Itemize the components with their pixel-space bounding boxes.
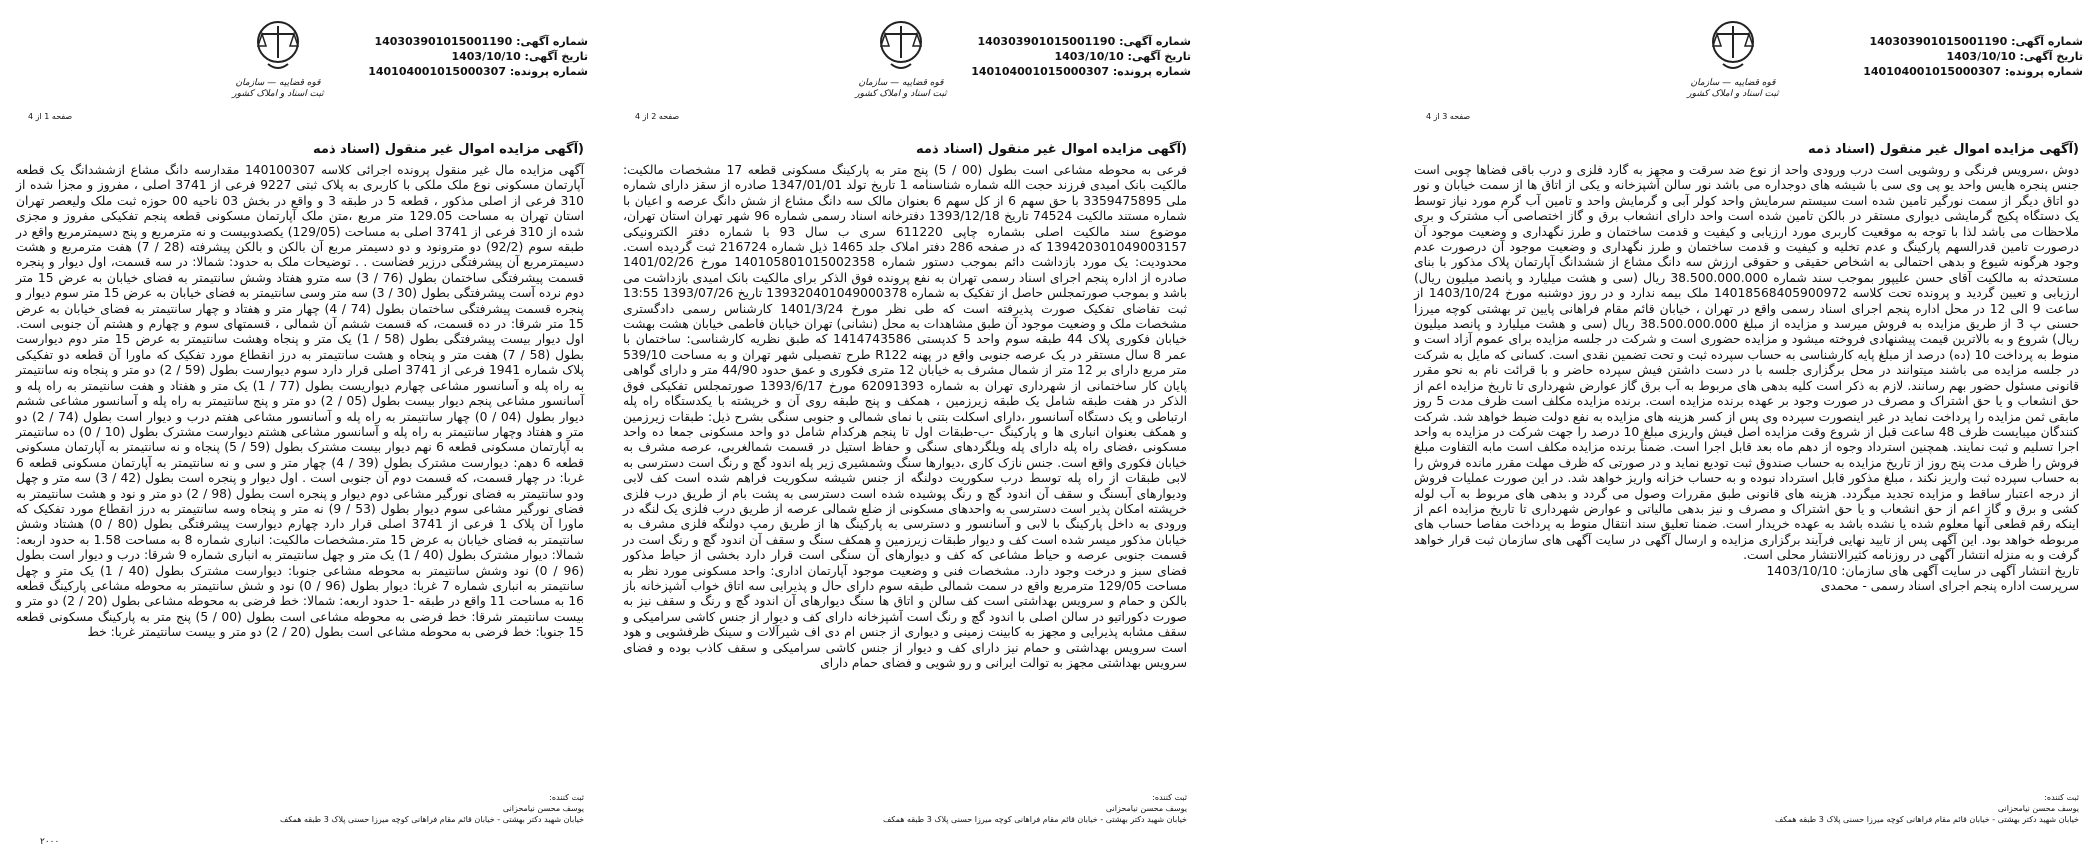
notice-body — [623, 163, 1187, 671]
organization-name: قوه قضاییه — سازمان ثبت اسناد و املاک کشور — [232, 78, 324, 99]
page-header — [619, 14, 1191, 124]
notice-meta — [971, 34, 1191, 79]
page-number: صفحه 3 از 4 — [1426, 112, 1471, 121]
signature-block — [883, 792, 1187, 825]
notice-meta — [368, 34, 588, 79]
notice-title: (آگهی مزایده اموال غیر منقول (اسناد ذمه — [1808, 142, 2079, 157]
notice-page-2 — [607, 0, 1203, 853]
file-number: شماره پرونده: 140104001015000307 — [368, 65, 588, 78]
registrar-label: ثبت کننده: — [1152, 793, 1187, 802]
page-header — [12, 14, 588, 124]
judiciary-emblem — [228, 18, 328, 100]
body-text: آگهی مزایده مال غیر منقول پرونده اجرائی کلاسه 140100307 مقدارسه دانگ مشاع ازششدانگ یک قطعه آپارتمان مسکونی نوع ملک ملکی با کاربری به پلاک ثبتی 9227 فرعی از 3741 اصلی ، مفروز و مجزا شده از 310 فرعی از اصلی مذکور ، قطعه 5 در طبقه 3 و واقع در بخش 03 ناحیه 00 حوزه ثبت ملک ولیعصر تهران استان تهران به مساحت 129.05 متر مربع ،متن ملک آپارتمان مسکونی قطعه پنجم تفکیکی مفروز و مجزی شده از 310 فرعی از 3741 اصلی به مساحت (129/05) یکصدوبیست و نه مترمربع و پنج دسیمترمربع واقع در طبقه سوم (92/2) دو مترونود و دو دسیمتر مربع آن بالکن و بالکن پیشرفته (28 / 7) هفت مترمربع و هشت دسیمترمربع آن پیشرفتگی درزیر فضاست . . توضیحات ملک به حدود: شمالا: در سه قسمت، اول دیوار و پنجره قسمت پیشرفتگی ساختمان بطول (76 / 3) سه مترو هفتاد وشش سانتیمتر به فضای خیابان به عرض 15 متر دوم نرده آست پیشرفتگی بطول (30 / 3) سه متر وسی سانتیمتر به فضای خیابان به عرض 15 متر سوم دیوار و پنجره قسمت پیشرفتگی ساختمان بطول (74 / 4) چهار متر و هفتاد و چهار سانتیمتر به فضای خیابان به عرض 15 متر شرقا: در ده قسمت، که قسمت ششم آن شمالی ، قسمتهای سوم و چهارم و هشتم آن جنوبی است. اول دیوار بیست پیشرفتگی بطول (58 / 1) یک متر و پنجاه وهشت سانتیمتر به عرض 15 متر دوم دیوارست بطول (58 / 7) هفت متر و پنجاه و هشت سانتیمتر به درز انقطاع مورد تفکیک که ماورا آن قطعه دو تفکیکی پلاک شماره 1941 فرعی از 3741 اصلی قرار دارد سوم دیوارست بطول (59 / 2) دو متر و پنجاه ونه سانتیمتر به راه پله و آسانسور مشاعی چهارم دیواریست بطول (77 / 1) یک متر و هفتاد و هفت سانتیمتر به راه پله و آسانسور مشاعی پنجم دیوار بیست بطول (05 / 2) دو متر و پنج سانتیمتر به راه پله و آسانسور مشاعی ششم دیوار بطول (04 / 0) چهار سانتیمتر به راه پله و آسانسور مشاعی هفتم درب و دیوار است بطول (74 / 2) دو متر و هفتاد وچهار سانتیمتر به راه پله و آسانسور مشاعی هشتم دیوارست مشترک بطول (10 / 0) ده سانتیمتر به آپارتمان مسکونی قطعه 6 نهم دیوار بیست مشترک بطول (59 / 5) پنجاه و نه سانتیمتر به آپارتمان مسکونی قطعه 6 دهم: دیوارست مشترک بطول (39 / 4) چهار متر و سی و نه سانتیمتر به آپارتمان مسکونی قطعه 6 غربا: در چهار قسمت، که قسمت دوم آن جنوبی است . اول دیوار و پنجره است بطول (42 / 3) سه متر و چهل ودو سانتیمتر به فضای نورگیر مشاعی دوم دیوار و پنجره است بطول (98 / 2) دو متر و نود و هشت سانتیمتر به فضای نورگیر مشاعی سوم دیوار بطول (53 / 9) نه متر و پنجاه وسه سانتیمتر به درز انقطاع مورد تفکیک که ماورا آن پلاک 1 فرعی از 3741 اصلی قرار دارد چهارم دیوارست پیشرفتگی بطول (80 / 0) هشتاد وشش سانتیمتر به فضای خیابان به عرض 15 متر.مشخصات مالکیت: انباری شماره 8 به مساحت 1.58 به حدود اربعه: شمالا: دیوار مشترک بطول (40 / 1) یک متر و چهل سانتیمتر به انباری شماره 9 شرقا: درب و دیوار است بطول (96 / 0) نود وشش سانتیمتر به محوطه مشاعی جنوبا: دیوارست مشترک بطول (40 / 1) یک متر و چهل سانتیمتر به انباری شماره 7 غربا: دیوار بطول (96 / 0) نود و شش سانتیمتر به محوطه مشاعی پارکینگ قطعه 16 به مساحت 11 واقع در طبقه -1 حدود اربعه: شمالا: خط فرضی به محوطه مشاعی بطول (20 / 2) دو متر و بیست سانتیمتر شرقا: خط فرضی به محوطه مشاعی است بطول (00 / 5) پنج متر به پارکینگ مسکونی قطعه 15 جنوبا: خط فرضی به محوطه مشاعی است بطول (20 / 2) دو متر و بیست سانتیمتر غربا: خط — [16, 163, 585, 640]
registrar-name: یوسف محسن نیامحزانی — [1997, 804, 2079, 813]
file-number: شماره پرونده: 140104001015000307 — [971, 65, 1191, 78]
page-number: صفحه 2 از 4 — [635, 112, 680, 121]
notice-page-1 — [0, 0, 600, 853]
signature-block — [1775, 792, 2079, 825]
notice-number: شماره آگهی: 140303901015001190 — [374, 35, 588, 48]
notice-body — [1414, 163, 2079, 594]
notice-date: تاریخ آگهی: 1403/10/10 — [1946, 50, 2083, 63]
notice-body — [16, 163, 584, 641]
notice-number: شماره آگهی: 140303901015001190 — [977, 35, 1191, 48]
body-text: فرعی به محوطه مشاعی است بطول (00 / 5) پنج متر به پارکینگ مسکونی قطعه 17 مشخصات مالکیت: مالکیت بانک امیدی فرزند حجت الله شماره شناسنامه 1 تاریخ تولد 1347/01/01 صادره از سقز دارای شماره ملی 3359475895 با حق سهم 6 از کل سهم 6 بعنوان مالک سه دانگ مشاع از شش دانگ عرصه و اعیان با شماره مستند مالکیت 74524 تاریخ 1393/12/18 دفترخانه اسناد رسمی شماره 96 شهر تهران استان تهران، موضوع سند مالکیت اصلی بشماره چاپی 611220 سری ب سال 93 با شماره دفتر الکترونیکی 139420301049003157 که در صفحه 286 دفتر املاک جلد 1465 ذیل شماره 216724 ثبت گردیده است. محدودیت: یک مورد بازداشت دائم بموجب دستور شماره 140105801015002358 مورخ 1401/02/26 صادره از اداره پنجم اجرای اسناد رسمی تهران به نفع پرونده فوق الذکر برای مالکیت بانک امیدی بازداشت می باشد و بموجب صورتمجلس حاصل از تفکیک به شماره 139320401049000378 تاریخ 1393/07/26 13:55 ثبت تفاضای تفکیک صورت پذیرفته است که طی نظر مورخ 1401/3/24 کارشناس رسمی دادگستری مشخصات ملک و وضعیت موجود آن طبق مشاهدات به محل (نشانی) تهران خیابان فاطمی خیابان هشت بهشت خیابان فکوری پلاک 44 طبقه سوم واحد 5 کدپستی 1414743586 که طبق نظریه کارشناسی: ساختمان با عمر 8 سال مستقر در یک عرصه جنوبی واقع در پهنه R122 طرح تفصیلی شهر تهران و به مساحت 539/10 متر مربع دارای بر 12 متر از شمال مشرف به خیابان 12 متری فکوری و عمق حدود 44/90 متر و دارای گواهی پایان کار ساختمانی از شهرداری تهران به شماره 62091393 مورخ 1393/6/17 صورتمجلس تفکیکی فوق الذکر در هفت طبقه شامل یک طبقه زیرزمین ، همکف و پنج طبقه روی آن و خرپشته با یکدستگاه راه پله ارتباطی و یک دستگاه آسانسور ،دارای اسکلت بتنی با نمای شمالی و جنوبی سنگی بشرح ذیل: طبقات زیرزمین و همکف بعنوان انباری ها و پارکینگ -ب-طبقات اول تا پنجم هرکدام شامل دو واحد مسکونی جمعا ده واحد مسکونی ،فضای راه پله دارای پله ویلگردهای سنگی و حفاظ استیل در قسمت شمالغربی، عرصه مشرف به خیابان فکوری واقع است. جنس نازک کاری ،دیوارها سنگ وشمشیری زیر پله اندود گچ و رنگ است دسترسی به لابی طبقات از راه پله توسط درب سکوریت دولنگه از جنس شیشه سکوریت فراهم شده است کف لابی ودیوارهای آبسنگ و سقف آن اندود گچ و رنگ پوشیده شده است دسترسی به پشت بام از طریق درب فلزی خرپشته امکان پذیر است دسترسی به واحدهای مسکونی از ضلع شمالی عرصه از طریق درب فلزی یک لنگه در ورودی به داخل پارکینگ با لابی و آسانسور و دسترسی به پارکینگ ها از طریق رمپ دولنگه فلزی مشرف به خیابان مذکور میسر شده است کف و دیوار طبقات زیرزمین و همکف سنگ و سقف آن اندود گچ و رنگ است در قسمت جنوبی عرصه و حیاط مشاعی که کف و دیوارهای آن سنگی است قرار دارد بخشی از حیاط مذکور فضای سبز و درخت وجود دارد. مشخصات فنی و وضعیت موجود آپارتمان اداری: واحد مسکونی مورد نظر به مساحت 129/05 مترمربع واقع در سمت شمالی طبقه سوم دارای حال و پذیرایی سه اتاق خواب آشپزخانه باز بالکن و حمام و سرویس بهداشتی است کف سالن و اتاق ها سنگ دیوارهای آن اندود گچ و رنگ و سقف نیز به صورت دکوراتیو در سالن اصلی با اندود گچ و رنگ است آشپزخانه دارای کف و دیوار از جنس کاشی سرامیکی و سقف مشابه پذیرایی و مجهز به کابینت زمینی و دیواری از جنس ام دی اف شیرآلات و سینک ظرفشویی و هود است سرویس بهداشتی و حمام نیز دارای کف و دیوار از جنس کاشی سرامیکی و سقف کاذب بوده و فضای سرویس بهداشتی مجهز به توالت ایرانی و رو شویی و فضای حمام دارای — [623, 163, 1188, 670]
notice-meta — [1863, 34, 2083, 79]
scales-emblem-icon — [1703, 18, 1763, 76]
page-number: صفحه 1 از 4 — [28, 112, 73, 121]
notice-date: تاریخ آگهی: 1403/10/10 — [1054, 50, 1191, 63]
notice-page-3 — [1398, 0, 2095, 853]
file-number: شماره پرونده: 140104001015000307 — [1863, 65, 2083, 78]
page-footer-mark: ۲۰۰۰ — [40, 837, 60, 847]
supervisor-line: سرپرست اداره پنجم اجرای اسناد رسمی - محمدی — [1820, 578, 2079, 593]
page-header — [1410, 14, 2083, 124]
registrar-label: ثبت کننده: — [549, 793, 584, 802]
notice-title: (آگهی مزایده اموال غیر منقول (اسناد ذمه — [313, 142, 584, 157]
judiciary-emblem — [1683, 18, 1783, 100]
body-text: دوش ،سرویس فرنگی و روشویی است درب ورودی واحد از نوع ضد سرقت و مجهز به گارد فلزی و درب باقی فضاها چوبی است جنس پنجره هایس واحد یو پی وی سی با شیشه های دوجداره می باشد نور سالن آشپزخانه و یکی از اتاق ها از سمت خیابان و نور دو اتاق دیگر از سمت نورگیر تامین شده است سیستم سرمایش واحد کولر آبی و گرمایش واحد و تامین آب گرم مورد نیاز توسط یک دستگاه پکیج گرمایشی دیواری مستقر در بالکن تامین شده است واحد دارای انشعاب برق و گاز اختصاصی آب مشترک و بری ملاحظات می باشد لذا با توجه به موقعیت کاربری مورد ارزیابی و کیفیت و قدمت ساختمان و طرز نگهداری و وضعیت موجود آن درصورت تامین قدرالسهم پارکینگ و عدم تخلیه و کیفیت و قدمت ساختمان و طرز نگهداری و وضعیت موجود آن درصورت عدم وجود هرگونه شیوع و بدهی احتمالی به اشخاص حقیقی و حقوقی ارزش سه دانگ مشاع از ششدانگ آپارتمان پلاک مذکور با بنای مستحدثه به مالکیت آقای حسن علیپور بموجب سند شماره 38.500.000.000 ریال (سی و هشت میلیارد و پانصد میلیون ریال) ارزیابی و تعیین گردید و پرونده تحت کلاسه 14018568405900972 ملک بیمه ندارد و در روز دوشنبه مورخ 1403/10/24 از ساعت 9 الی 12 در محل اداره پنجم اجرای اسناد رسمی واقع در تهران ، خیابان قائم مقام فراهانی پایین تر بهشتی کوچه میرزا حسنی پ 3 از طریق مزایده به فروش میرسد و مزایده از مبلغ 38.500.000.000 ریال (سی و هشت میلیارد و پانصد میلیون ریال) شروع و به بالاترین قیمت پیشنهادی فروخته میشود و مزایده حضوری است و شرکت در جلسه مزایده برای عموم آزاد است و منوط به پرداخت 10 (ده) درصد از مبلغ پایه کارشناسی به حساب سپرده ثبت و تحت تضمین نقدی است. کسانی که مایل به شرکت در جلسه مزایده می باشند میتوانند در محل برگزاری جلسه با در دست داشتن فیش سپرده حاضر و با قرائت نام به نحو مقرر قانونی مسئول حضور بهم رسانند. لازم به ذکر است کلیه بدهی های مربوط به آب برق گاز عوارض شهرداری تا تاریخ مزایده اعم از حق انشعاب و یا حق اشتراک و مصرف در صورت وجود بر عهده برنده مزایده است. برنده مزایده مکلف است ظرف مدت 5 روز مابقی ثمن مزایده را پرداخت نماید در غیر اینصورت سپرده وی پس از کسر هزینه های مزایده به نفع دولت ضبط خواهد شد. شرکت کنندگان میبایست ظرف 48 ساعت قبل از شروع وقت مزایده اصل فیش واریزی مبلغ 10 درصد را جهت شرکت در مزایده به واحد اجرا تسلیم و ثبت نمایند. همچنین استرداد وجوه از دهم ماه بعد قابل اجرا است. ضمناً برنده مزایده مکلف است مابه التفاوت مبلغ فروش را ظرف مدت پنج روز از تاریخ مزایده به حساب صندوق ثبت تودیع نماید و در صورتی که ظرف مهلت مقرر مانده فروش را به حساب سپرده ثبت واریز نکند ، مبلغ مذکور قابل استرداد نبوده و به حساب خزانه واریز خواهد شد. در این صورت عملیات فروش از درجه اعتبار ساقط و مزایده تجدید میگردد. هزینه های قانونی طبق مقررات وصول می گردد و بدهی های مربوط به آب لوله کشی و برق و گاز اعم از حق انشعاب و یا حق اشتراک و مصرف و نیز بدهی مالیاتی و عوارض شهرداری تا تاریخ مزایده اعم از اینکه رقم قطعی آنها معلوم شده یا نشده باشد به عهده خریدار است. ضمنا تعلیق سند انتقال منوط به پرداخت مفاصا حساب های مربوطه خواهد بود. این آگهی پس از تایید نهایی فرآیند برگزاری مزایده و ارسال آگهی در سایت آگهی های سازمان ثبت قرار خواهد گرفت و به منزله انتشار آگهی در روزنامه کثیرالانتشار محلی است. — [1414, 163, 2079, 563]
notice-number: شماره آگهی: 140303901015001190 — [1869, 35, 2083, 48]
notice-title: (آگهی مزایده اموال غیر منقول (اسناد ذمه — [916, 142, 1187, 157]
scales-emblem-icon — [248, 18, 308, 76]
scales-emblem-icon — [871, 18, 931, 76]
publish-date-line: تاریخ انتشار آگهی در سایت آگهی های سازمان: 1403/10/10 — [1766, 563, 2079, 578]
registrar-label: ثبت کننده: — [2044, 793, 2079, 802]
organization-name: قوه قضاییه — سازمان ثبت اسناد و املاک کشور — [855, 78, 947, 99]
signature-block — [280, 792, 584, 825]
organization-name: قوه قضاییه — سازمان ثبت اسناد و املاک کشور — [1687, 78, 1779, 99]
office-address: خیابان شهید دکتر بهشتی - خیابان قائم مقام فراهانی کوچه میرزا حسنی پلاک 3 طبقه همکف — [1774, 815, 2079, 824]
notice-date: تاریخ آگهی: 1403/10/10 — [451, 50, 588, 63]
office-address: خیابان شهید دکتر بهشتی - خیابان قائم مقام فراهانی کوچه میرزا حسنی پلاک 3 طبقه همکف — [279, 815, 584, 824]
registrar-name: یوسف محسن نیامحزانی — [502, 804, 584, 813]
registrar-name: یوسف محسن نیامحزانی — [1105, 804, 1187, 813]
office-address: خیابان شهید دکتر بهشتی - خیابان قائم مقام فراهانی کوچه میرزا حسنی پلاک 3 طبقه همکف — [882, 815, 1187, 824]
judiciary-emblem — [851, 18, 951, 100]
